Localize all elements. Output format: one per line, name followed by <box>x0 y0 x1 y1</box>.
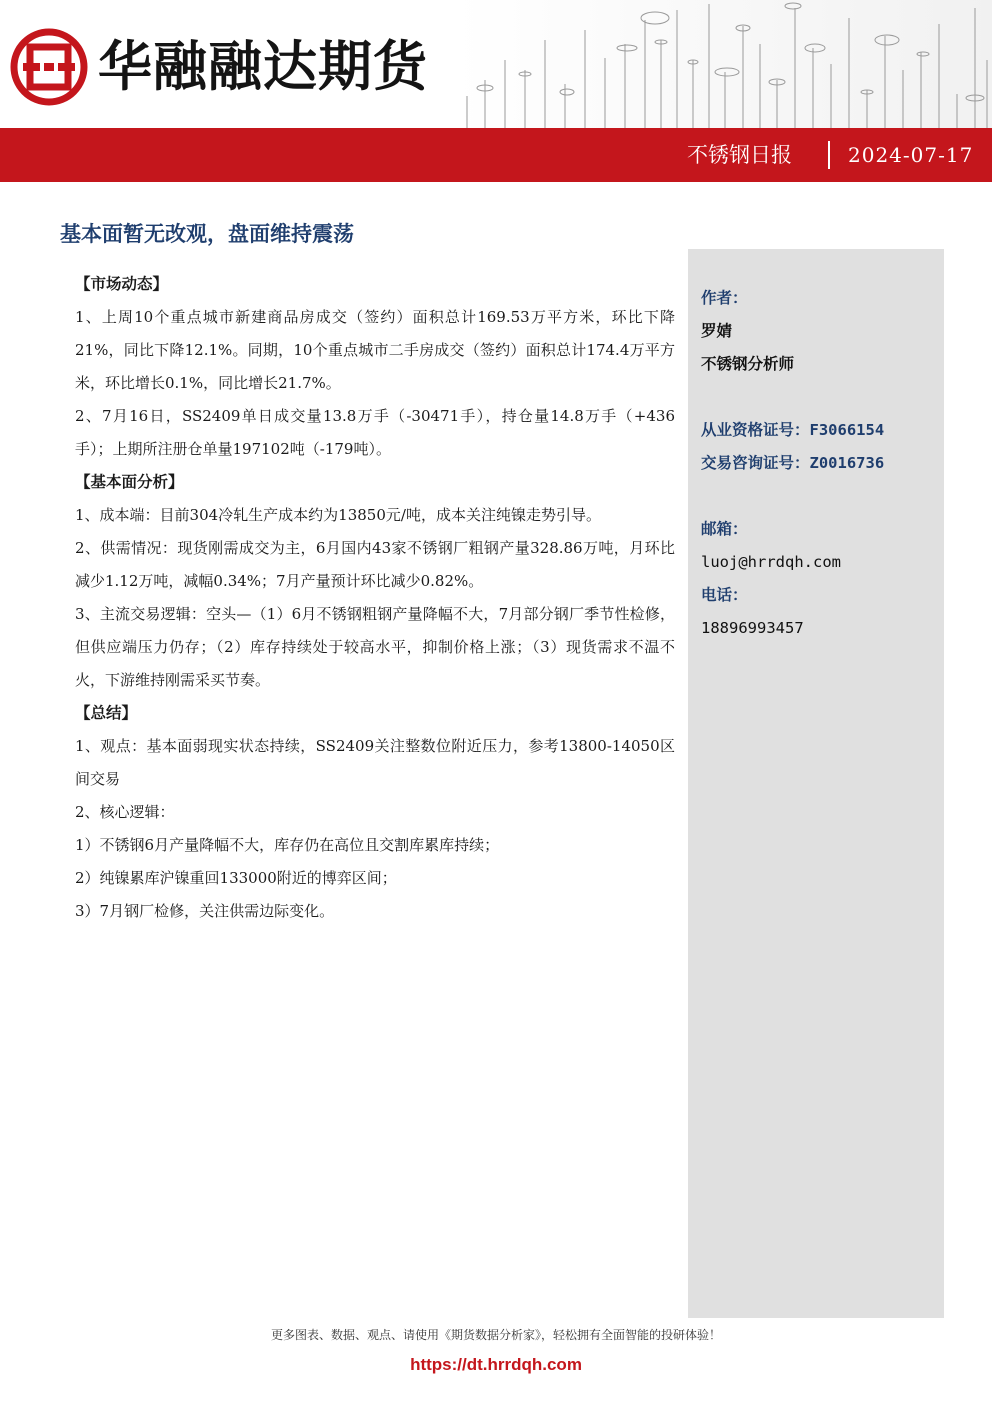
qualification-cert <box>701 414 941 447</box>
section-title: 【总结】 <box>75 704 138 722</box>
cert-label: 交易咨询证号： <box>701 454 810 472</box>
spacer <box>701 381 941 414</box>
section-title: 【市场动态】 <box>75 275 169 293</box>
title-band-divider <box>828 141 830 169</box>
brand-name: 华融融达期货 <box>98 35 428 98</box>
footer-note: 更多图表、数据、观点、请使用《期货数据分析家》，轻松拥有全面智能的投研体验！ <box>270 1328 721 1342</box>
email-label: 邮箱： <box>701 520 748 538</box>
cert-number: Z0016736 <box>809 454 885 472</box>
header-decoration <box>455 0 992 128</box>
report-date: 2024-07-17 <box>848 143 974 167</box>
email-value[interactable]: luoj@hrrdqh.com <box>701 553 841 571</box>
phone-value: 18896993457 <box>701 619 804 637</box>
footer-link[interactable]: https://dt.hrrdqh.com <box>410 1355 582 1374</box>
paragraph: 2、供需情况：现货刚需成交为主，6月国内43家不锈钢厂粗钢产量328.86万吨，月环比减少1.12万吨，减幅0.34%；7月产量预计环比减少0.82%。 <box>75 539 675 590</box>
paragraph: 2、核心逻辑： <box>75 803 175 821</box>
paragraph: 3）7月钢厂检修，关注供需边际变化。 <box>75 902 335 920</box>
paragraph: 3、主流交易逻辑：空头—（1）6月不锈钢粗钢产量降幅不大，7月部分钢厂季节性检修，但供应端压力仍存；（2）库存持续处于较高水平，抑制价格上涨；（3）现货需求不温不火，下游维持刚需采买节奏。 <box>75 605 675 689</box>
report-headline: 基本面暂无改观，盘面维持震荡 <box>60 222 354 246</box>
paragraph: 2）纯镍累库沪镍重回133000附近的博弈区间； <box>75 869 397 887</box>
phone-label: 电话： <box>701 586 748 604</box>
author-name: 罗婧 <box>701 322 733 340</box>
advisory-cert <box>701 447 941 480</box>
paragraph: 2、7月16日，SS2409单日成交量13.8万手（-30471手），持仓量14.8万手（+436手）；上期所注册仓单量197102吨（-179吨）。 <box>75 407 675 458</box>
spacer <box>701 480 941 513</box>
section-summary <box>75 697 675 928</box>
author-info <box>701 282 941 645</box>
cert-number: F3066154 <box>809 421 885 439</box>
report-type: 不锈钢日报 <box>687 143 792 167</box>
section-fundamentals <box>75 466 675 697</box>
paragraph: 1）不锈钢6月产量降幅不大，库存仍在高位且交割库累库持续； <box>75 836 500 854</box>
cert-label: 从业资格证号： <box>701 421 810 439</box>
brand-logo-icon <box>10 28 88 106</box>
report-body <box>75 268 675 928</box>
section-market <box>75 268 675 466</box>
paragraph: 1、成本端：目前304冷轧生产成本约为13850元/吨，成本关注纯镍走势引导。 <box>75 506 601 524</box>
paragraph: 1、观点：基本面弱现实状态持续，SS2409关注整数位附近压力，参考13800-14050区间交易 <box>75 737 675 788</box>
author-title: 不锈钢分析师 <box>701 355 795 373</box>
paragraph: 1、上周10个重点城市新建商品房成交（签约）面积总计169.53万平方米，环比下降21%，同比下降12.1%。同期，10个重点城市二手房成交（签约）面积总计174.4万平方米，环比增长0.1%，同比增长21.7%。 <box>75 308 675 392</box>
title-band <box>0 128 992 182</box>
section-title: 【基本面分析】 <box>75 473 184 491</box>
author-label: 作者： <box>701 289 748 307</box>
